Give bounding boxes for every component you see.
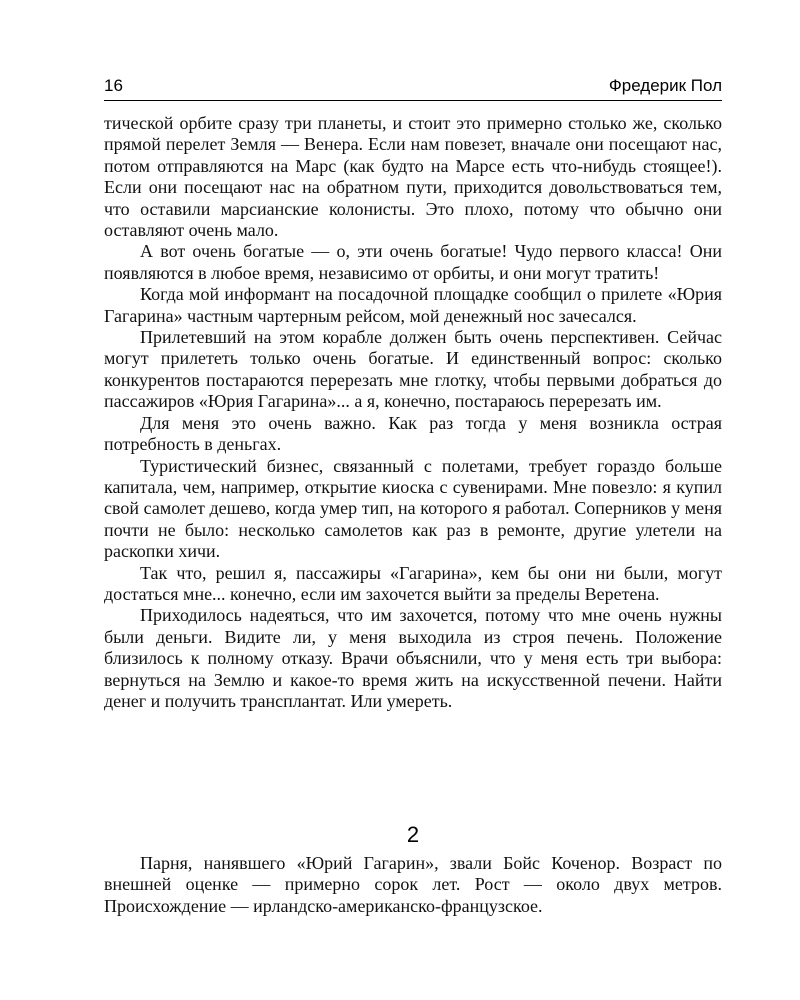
- paragraph: Прилетевший на этом корабле должен быть очень перспективен. Сейчас могут прилететь только очень богатые. И единственный вопрос: сколько конкурентов постараются перерезать мне глотку, чтобы первыми добраться до пассажиров «Юрия Гагарина»... а я, конечно, постараюсь перерезать им.: [104, 327, 722, 412]
- paragraph: Когда мой информант на посадочной площадке сообщил о прилете «Юрия Гагарина» частным чартерным рейсом, мой денежный нос зачесался.: [104, 284, 722, 326]
- body-text: [104, 113, 722, 712]
- paragraph: Так что, решил я, пассажиры «Гагарина», кем бы они ни были, могут достаться мне... конечно, если им захочется выйти за пределы Веретена.: [104, 562, 722, 604]
- running-head-author: Фредерик Пол: [608, 76, 722, 95]
- paragraph: Для меня это очень важно. Как раз тогда у меня возникла острая потребность в деньгах.: [104, 412, 722, 455]
- page-number: 16: [104, 76, 123, 95]
- paragraph: А вот очень богатые — о, эти очень богатые! Чудо первого класса! Они появляются в любое время, независимо от орбиты, и они могут тратить!: [104, 241, 722, 283]
- paragraph: Туристический бизнес, связанный с полетами, требует гораздо больше капитала, чем, например, открытие киоска с сувенирами. Мне повезло: я купил свой самолет дешево, когда умер тип, на которого я работал. Соперников у меня почти не было: несколько самолетов как раз в ремонте, другие улетели на раскопки хичи.: [104, 455, 722, 562]
- chapter-text: [104, 853, 722, 917]
- page-header: [104, 76, 722, 101]
- paragraph: Парня, нанявшего «Юрий Гагарин», звали Бойс Коченор. Возраст по внешней оценке — примерно сорок лет. Рост — около двух метров. Происхождение — ирландско-американско-французское.: [104, 853, 722, 916]
- paragraph: тической орбите сразу три планеты, и стоит это примерно столько же, сколько прямой перелет Земля — Венера. Если нам повезет, вначале они посещают нас, потом отправляются на Марс (как будто на Марсе есть что-нибудь стоящее!). Если они посещают нас на обратном пути, приходится довольствоваться тем, что оставили марсианские колонисты. Это плохо, потому что обычно они оставляют очень мало.: [104, 113, 722, 241]
- paragraph: Приходилось надеяться, что им захочется, потому что мне очень нужны были деньги. Видите ли, у меня выходила из строя печень. Положение близилось к полному отказу. Врачи объяснили, что у меня есть три выбора: вернуться на Землю и какое-то время жить на искусственной печени. Найти денег и получить трансплантат. Или умереть.: [104, 605, 722, 711]
- chapter-number: 2: [406, 822, 420, 847]
